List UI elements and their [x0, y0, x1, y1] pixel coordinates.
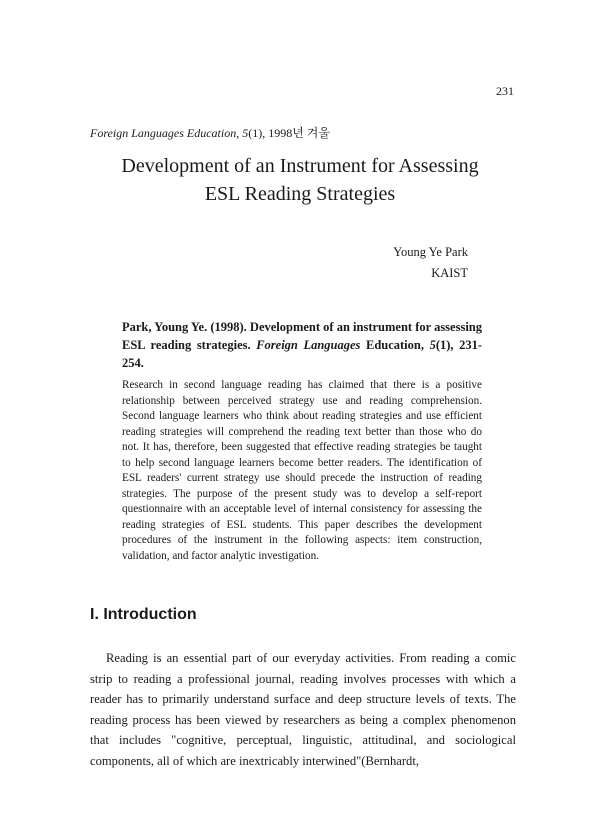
journal-issue-year: (1), 1998년 겨울 — [248, 126, 330, 140]
section-heading-introduction: I. Introduction — [90, 606, 197, 623]
journal-volume: 5 — [242, 126, 249, 140]
citation-pages: (1), 231-254. — [122, 338, 483, 370]
citation-volume: 5 — [429, 338, 436, 352]
paper-title-line-2: ESL Reading Strategies — [204, 183, 396, 205]
paper-title-line-1: Development of an Instrument for Assessing — [121, 155, 479, 177]
citation-prefix: Park, Young Ye. (1998). Development of an instrument for assessing ESL reading strategies. — [122, 320, 482, 352]
abstract: Research in second language reading has claimed that there is a positive relationship between perceived strategy use and reading comprehension. Second language learners who think about reading strategies and use efficient reading strategies will comprehend the reading text better than those who do not. It has, therefore, been suggested that effective reading strategies be taught to help second language learners become better readers. The identification of ESL readers' current strategy use should precede the instruction of reading strategies. The purpose of the present study was to develop a self-report questionnaire with an acceptable level of internal consistency for assessing the reading strategies of ESL students. This paper describes the development procedures of the instrument in the following aspects: item construction, validation, and factor analytic investigation. — [122, 379, 482, 562]
introduction-paragraph: Reading is an essential part of our everyday activities. From reading a comic strip to reading a professional journal, reading involves processes with which a reader has to primarily understand surface and deep structure levels of texts. The reading process has been viewed by researchers as being a complex phenomenon that includes "cognitive, perceptual, linguistic, attitudinal, and sociological components, all of which are inextricably interwined"(Bernhardt, — [90, 651, 516, 768]
author-affiliation: KAIST — [431, 266, 468, 280]
citation — [122, 318, 482, 372]
journal-header — [90, 124, 330, 141]
journal-name: Foreign Languages Education, — [90, 126, 240, 140]
paper-title — [40, 152, 560, 208]
page-number: 231 — [496, 84, 514, 98]
citation-journal: Foreign Languages — [256, 338, 361, 352]
author-block — [393, 242, 468, 284]
author-name: Young Ye Park — [393, 245, 468, 259]
citation-journal-rest: Education, — [365, 338, 424, 352]
